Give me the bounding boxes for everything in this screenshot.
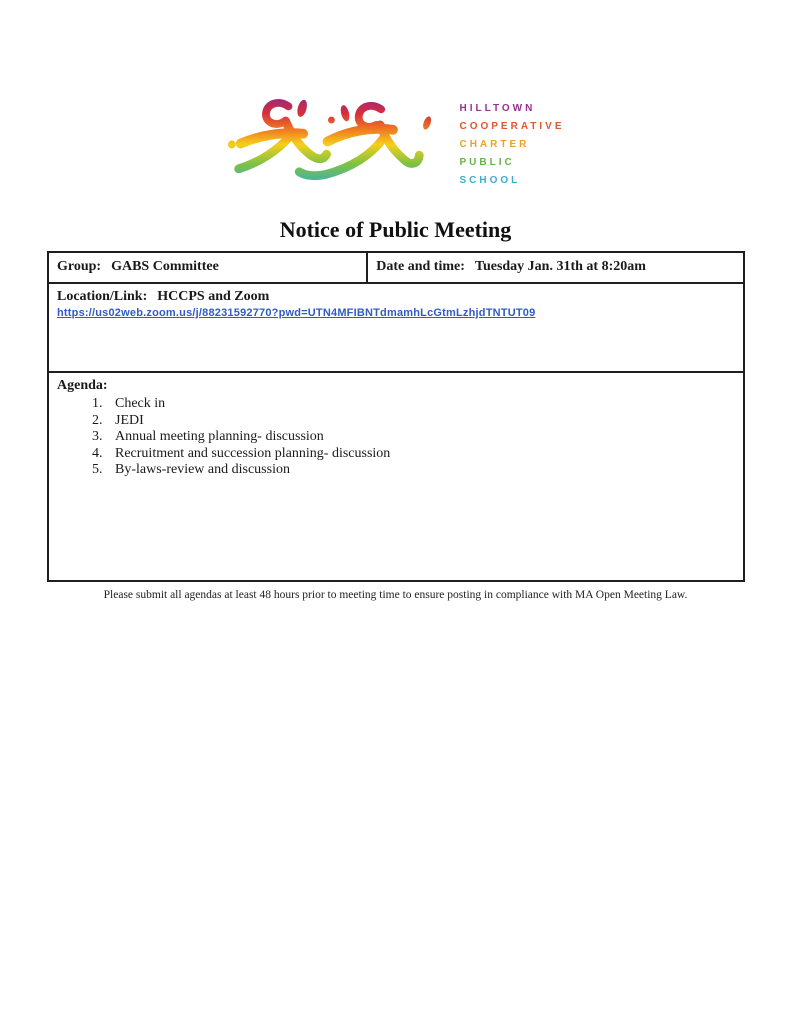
school-name-line: HILLTOWN: [459, 103, 536, 114]
location-value: HCCPS and Zoom: [157, 289, 270, 304]
table-header-row: [49, 253, 743, 284]
school-name-line: PUBLIC: [459, 157, 515, 168]
school-name-line: COOPERATIVE: [459, 121, 565, 132]
datetime-cell: [368, 253, 743, 282]
school-name-line: CHARTER: [459, 139, 530, 150]
school-name-line: SCHOOL: [459, 175, 521, 186]
agenda-item: 5. By-laws-review and discussion: [106, 462, 735, 479]
agenda-list: [57, 396, 735, 479]
meeting-table: [47, 251, 745, 582]
school-logo: [226, 93, 564, 192]
datetime-label: Date and time:: [376, 259, 465, 274]
location-cell: [49, 284, 743, 373]
datetime-value: Tuesday Jan. 31th at 8:20am: [474, 259, 646, 274]
location-label: Location/Link:: [57, 289, 148, 304]
compliance-note: Please submit all agendas at least 48 hours prior to meeting time to ensure posting in compliance with MA Open Meeting Law.: [103, 589, 688, 601]
group-value: GABS Committee: [111, 259, 219, 274]
agenda-item: 3. Annual meeting planning- discussion: [106, 429, 735, 446]
zoom-meeting-link[interactable]: https://us02web.zoom.us/j/88231592770?pwd=UTN4MFIBNTdmamhLcGtmLzhjdTNTUT09: [57, 307, 536, 319]
agenda-label: Agenda:: [57, 378, 108, 393]
page-title: Notice of Public Meeting: [279, 217, 512, 242]
agenda-cell: [49, 373, 743, 580]
group-cell: [49, 253, 368, 282]
location-line: [57, 289, 735, 305]
dancing-figures-icon: [226, 93, 431, 192]
agenda-item: 1. Check in: [106, 396, 735, 413]
school-name: [459, 93, 564, 190]
group-label: Group:: [57, 259, 102, 274]
agenda-item: 4. Recruitment and succession planning- discussion: [106, 446, 735, 463]
agenda-item: 2. JEDI: [106, 413, 735, 430]
